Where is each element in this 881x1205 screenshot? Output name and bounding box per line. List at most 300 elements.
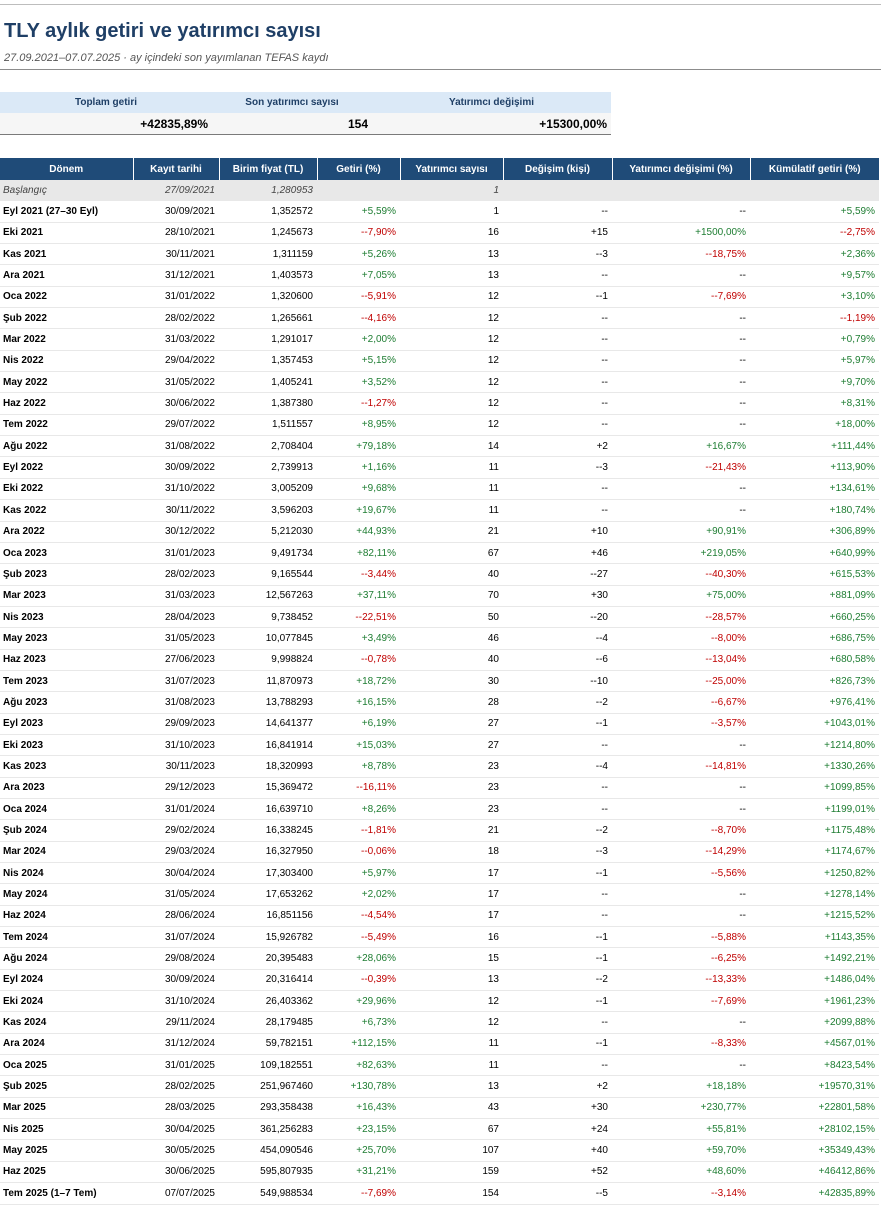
- cell-record-date: 27/09/2021: [133, 180, 219, 201]
- summary-header-total-return: Toplam getiri: [0, 92, 212, 113]
- table-row: [0, 308, 879, 329]
- cell-return: +23,15%: [317, 1119, 400, 1140]
- cell-record-date: 31/07/2024: [133, 927, 219, 948]
- cell-investor-count: 154: [400, 1183, 503, 1204]
- cell-investor-change-pct: --18,75%: [612, 244, 750, 265]
- cell-period: Başlangıç: [0, 180, 133, 201]
- table-row: [0, 286, 879, 307]
- cell-unit-price: 16,338245: [219, 820, 317, 841]
- cell-unit-price: 1,311159: [219, 244, 317, 265]
- cell-investor-count: 27: [400, 734, 503, 755]
- cell-investor-count: 12: [400, 414, 503, 435]
- cell-change-persons: +24: [503, 1119, 612, 1140]
- table-row: [0, 692, 879, 713]
- cell-period: Haz 2024: [0, 905, 133, 926]
- cell-investor-count: 18: [400, 841, 503, 862]
- cell-change-persons: --: [503, 1055, 612, 1076]
- cell-unit-price: 11,870973: [219, 670, 317, 691]
- cell-cumulative-return: +8,31%: [750, 393, 879, 414]
- cell-investor-count: 11: [400, 500, 503, 521]
- cell-return: +5,59%: [317, 201, 400, 222]
- cell-investor-count: 16: [400, 927, 503, 948]
- cell-change-persons: --6: [503, 649, 612, 670]
- cell-record-date: 28/02/2023: [133, 564, 219, 585]
- cell-change-persons: --1: [503, 713, 612, 734]
- cell-change-persons: --: [503, 884, 612, 905]
- cell-record-date: 31/01/2025: [133, 1055, 219, 1076]
- cell-change-persons: --3: [503, 457, 612, 478]
- cell-cumulative-return: +19570,31%: [750, 1076, 879, 1097]
- cell-period: Mar 2025: [0, 1097, 133, 1118]
- cell-cumulative-return: +1492,21%: [750, 948, 879, 969]
- cell-return: +1,16%: [317, 457, 400, 478]
- cell-investor-change-pct: --5,88%: [612, 927, 750, 948]
- table-row: [0, 991, 879, 1012]
- cell-investor-count: 70: [400, 585, 503, 606]
- cell-period: Nis 2025: [0, 1119, 133, 1140]
- cell-investor-count: 13: [400, 244, 503, 265]
- cell-change-persons: --1: [503, 286, 612, 307]
- summary-table: [0, 92, 611, 135]
- start-row: [0, 180, 879, 201]
- cell-investor-change-pct: --21,43%: [612, 457, 750, 478]
- cell-record-date: 30/09/2021: [133, 201, 219, 222]
- cell-change-persons: --: [503, 500, 612, 521]
- cell-change-persons: --: [503, 414, 612, 435]
- table-row: [0, 649, 879, 670]
- cell-record-date: 29/03/2024: [133, 841, 219, 862]
- cell-period: Ara 2024: [0, 1033, 133, 1054]
- cell-unit-price: 59,782151: [219, 1033, 317, 1054]
- cell-investor-count: 40: [400, 649, 503, 670]
- cell-investor-count: 12: [400, 372, 503, 393]
- cell-investor-count: 11: [400, 478, 503, 499]
- table-row: [0, 756, 879, 777]
- cell-unit-price: 16,327950: [219, 841, 317, 862]
- cell-period: Eki 2023: [0, 734, 133, 755]
- cell-change-persons: --: [503, 1012, 612, 1033]
- cell-cumulative-return: +881,09%: [750, 585, 879, 606]
- cell-investor-change-pct: --7,69%: [612, 286, 750, 307]
- cell-unit-price: 1,403573: [219, 265, 317, 286]
- cell-change-persons: --4: [503, 756, 612, 777]
- cell-change-persons: --: [503, 777, 612, 798]
- cell-return: --4,16%: [317, 308, 400, 329]
- cell-change-persons: --1: [503, 927, 612, 948]
- cell-unit-price: 28,179485: [219, 1012, 317, 1033]
- cell-period: Kas 2022: [0, 500, 133, 521]
- col-header-period: Dönem: [0, 158, 133, 180]
- cell-change-persons: +2: [503, 1076, 612, 1097]
- cell-period: Ağu 2024: [0, 948, 133, 969]
- cell-unit-price: 13,788293: [219, 692, 317, 713]
- cell-return: +82,63%: [317, 1055, 400, 1076]
- cell-record-date: 31/05/2023: [133, 628, 219, 649]
- cell-change-persons: +2: [503, 436, 612, 457]
- cell-unit-price: 5,212030: [219, 521, 317, 542]
- cell-investor-change-pct: +18,18%: [612, 1076, 750, 1097]
- table-row: [0, 777, 879, 798]
- cell-period: Mar 2022: [0, 329, 133, 350]
- cell-return: --0,06%: [317, 841, 400, 862]
- header-divider: [0, 69, 881, 70]
- cell-change-persons: --: [503, 308, 612, 329]
- cell-period: Eki 2022: [0, 478, 133, 499]
- cell-return: +25,70%: [317, 1140, 400, 1161]
- col-header-cumulative-return: Kümülatif getiri (%): [750, 158, 879, 180]
- cell-record-date: 29/12/2023: [133, 777, 219, 798]
- cell-record-date: 31/01/2023: [133, 542, 219, 563]
- table-row: [0, 350, 879, 371]
- cell-unit-price: 595,807935: [219, 1161, 317, 1182]
- cell-change-persons: --10: [503, 670, 612, 691]
- cell-unit-price: 17,303400: [219, 863, 317, 884]
- table-row: [0, 670, 879, 691]
- cell-return: --4,54%: [317, 905, 400, 926]
- cell-record-date: 31/01/2024: [133, 798, 219, 819]
- cell-investor-count: 12: [400, 350, 503, 371]
- cell-investor-count: 43: [400, 1097, 503, 1118]
- cell-record-date: 31/05/2022: [133, 372, 219, 393]
- cell-investor-count: 15: [400, 948, 503, 969]
- cell-period: Tem 2024: [0, 927, 133, 948]
- cell-record-date: 30/06/2025: [133, 1161, 219, 1182]
- page-subtitle: 27.09.2021–07.07.2025 · ay içindeki son yayımlanan TEFAS kaydı: [4, 52, 329, 64]
- cell-investor-change-pct: --6,67%: [612, 692, 750, 713]
- cell-record-date: 30/05/2025: [133, 1140, 219, 1161]
- cell-investor-count: 23: [400, 777, 503, 798]
- cell-return: +31,21%: [317, 1161, 400, 1182]
- cell-investor-change-pct: --: [612, 905, 750, 926]
- cell-cumulative-return: +1043,01%: [750, 713, 879, 734]
- cell-investor-change-pct: --40,30%: [612, 564, 750, 585]
- cell-change-persons: +30: [503, 585, 612, 606]
- cell-investor-count: 40: [400, 564, 503, 585]
- cell-change-persons: +46: [503, 542, 612, 563]
- cell-return: --22,51%: [317, 606, 400, 627]
- cell-record-date: 28/06/2024: [133, 905, 219, 926]
- col-header-return: Getiri (%): [317, 158, 400, 180]
- cell-cumulative-return: +660,25%: [750, 606, 879, 627]
- table-row: [0, 564, 879, 585]
- cell-cumulative-return: +18,00%: [750, 414, 879, 435]
- cell-investor-count: 12: [400, 1012, 503, 1033]
- cell-change-persons: --1: [503, 948, 612, 969]
- cell-period: Kas 2021: [0, 244, 133, 265]
- cell-cumulative-return: +113,90%: [750, 457, 879, 478]
- cell-investor-change-pct: [612, 180, 750, 201]
- cell-unit-price: 18,320993: [219, 756, 317, 777]
- cell-unit-price: 1,387380: [219, 393, 317, 414]
- cell-investor-count: 159: [400, 1161, 503, 1182]
- cell-change-persons: --: [503, 478, 612, 499]
- cell-investor-change-pct: --6,25%: [612, 948, 750, 969]
- cell-period: Eki 2024: [0, 991, 133, 1012]
- cell-return: +82,11%: [317, 542, 400, 563]
- cell-record-date: 29/09/2023: [133, 713, 219, 734]
- cell-cumulative-return: +5,97%: [750, 350, 879, 371]
- cell-investor-change-pct: +48,60%: [612, 1161, 750, 1182]
- cell-record-date: 31/10/2024: [133, 991, 219, 1012]
- cell-record-date: 31/03/2023: [133, 585, 219, 606]
- cell-investor-count: 13: [400, 969, 503, 990]
- cell-investor-change-pct: --28,57%: [612, 606, 750, 627]
- cell-return: +130,78%: [317, 1076, 400, 1097]
- cell-change-persons: --27: [503, 564, 612, 585]
- table-row: [0, 1140, 879, 1161]
- cell-cumulative-return: +28102,15%: [750, 1119, 879, 1140]
- cell-change-persons: --2: [503, 820, 612, 841]
- cell-record-date: 31/12/2024: [133, 1033, 219, 1054]
- cell-investor-change-pct: --: [612, 329, 750, 350]
- cell-investor-change-pct: --5,56%: [612, 863, 750, 884]
- cell-unit-price: 12,567263: [219, 585, 317, 606]
- cell-investor-change-pct: +219,05%: [612, 542, 750, 563]
- cell-investor-count: 23: [400, 756, 503, 777]
- cell-return: --1,27%: [317, 393, 400, 414]
- table-row: [0, 820, 879, 841]
- cell-investor-count: 46: [400, 628, 503, 649]
- table-row: [0, 585, 879, 606]
- cell-unit-price: 454,090546: [219, 1140, 317, 1161]
- cell-cumulative-return: +2099,88%: [750, 1012, 879, 1033]
- cell-return: +79,18%: [317, 436, 400, 457]
- cell-record-date: 31/07/2023: [133, 670, 219, 691]
- cell-change-persons: +40: [503, 1140, 612, 1161]
- cell-return: +112,15%: [317, 1033, 400, 1054]
- table-row: [0, 329, 879, 350]
- cell-unit-price: 26,403362: [219, 991, 317, 1012]
- cell-unit-price: 549,988534: [219, 1183, 317, 1204]
- cell-unit-price: 109,182551: [219, 1055, 317, 1076]
- cell-unit-price: 2,708404: [219, 436, 317, 457]
- cell-return: +5,26%: [317, 244, 400, 265]
- cell-period: Ara 2023: [0, 777, 133, 798]
- cell-investor-count: 13: [400, 1076, 503, 1097]
- cell-change-persons: --: [503, 905, 612, 926]
- cell-period: Kas 2023: [0, 756, 133, 777]
- cell-investor-change-pct: --: [612, 884, 750, 905]
- cell-unit-price: 1,291017: [219, 329, 317, 350]
- cell-investor-change-pct: --: [612, 350, 750, 371]
- cell-unit-price: 1,280953: [219, 180, 317, 201]
- table-row: [0, 798, 879, 819]
- cell-investor-count: 107: [400, 1140, 503, 1161]
- cell-cumulative-return: +1174,67%: [750, 841, 879, 862]
- cell-investor-change-pct: --3,14%: [612, 1183, 750, 1204]
- cell-investor-change-pct: --14,29%: [612, 841, 750, 862]
- col-header-investor-change-pct: Yatırımcı değişimi (%): [612, 158, 750, 180]
- cell-investor-change-pct: +90,91%: [612, 521, 750, 542]
- cell-record-date: 28/10/2021: [133, 222, 219, 243]
- cell-return: +8,95%: [317, 414, 400, 435]
- cell-record-date: 31/12/2021: [133, 265, 219, 286]
- cell-record-date: 29/11/2024: [133, 1012, 219, 1033]
- cell-change-persons: --: [503, 393, 612, 414]
- cell-unit-price: 3,596203: [219, 500, 317, 521]
- cell-investor-count: 17: [400, 863, 503, 884]
- cell-change-persons: --: [503, 734, 612, 755]
- cell-cumulative-return: +1215,52%: [750, 905, 879, 926]
- cell-cumulative-return: +1278,14%: [750, 884, 879, 905]
- cell-cumulative-return: +1330,26%: [750, 756, 879, 777]
- cell-record-date: 28/04/2023: [133, 606, 219, 627]
- cell-return: --7,69%: [317, 1183, 400, 1204]
- cell-cumulative-return: --2,75%: [750, 222, 879, 243]
- cell-change-persons: --1: [503, 863, 612, 884]
- cell-return: +2,00%: [317, 329, 400, 350]
- cell-record-date: 30/06/2022: [133, 393, 219, 414]
- col-header-change-persons: Değişim (kişi): [503, 158, 612, 180]
- table-row: [0, 969, 879, 990]
- cell-investor-change-pct: --8,00%: [612, 628, 750, 649]
- table-row: [0, 884, 879, 905]
- cell-record-date: 29/08/2024: [133, 948, 219, 969]
- cell-investor-count: 16: [400, 222, 503, 243]
- cell-return: +3,49%: [317, 628, 400, 649]
- cell-return: --7,90%: [317, 222, 400, 243]
- cell-period: Şub 2024: [0, 820, 133, 841]
- cell-return: --0,39%: [317, 969, 400, 990]
- summary-header-last-investors: Son yatırımcı sayısı: [212, 92, 372, 113]
- table-row: [0, 841, 879, 862]
- cell-cumulative-return: +1214,80%: [750, 734, 879, 755]
- cell-investor-count: 11: [400, 1033, 503, 1054]
- table-row: [0, 436, 879, 457]
- cell-period: Oca 2023: [0, 542, 133, 563]
- table-row: [0, 521, 879, 542]
- cell-period: Ara 2021: [0, 265, 133, 286]
- cell-cumulative-return: +1250,82%: [750, 863, 879, 884]
- cell-cumulative-return: +826,73%: [750, 670, 879, 691]
- cell-record-date: 30/09/2024: [133, 969, 219, 990]
- cell-record-date: 31/01/2022: [133, 286, 219, 307]
- cell-period: Şub 2023: [0, 564, 133, 585]
- cell-change-persons: --3: [503, 244, 612, 265]
- cell-cumulative-return: [750, 180, 879, 201]
- cell-cumulative-return: +2,36%: [750, 244, 879, 265]
- cell-record-date: 30/11/2022: [133, 500, 219, 521]
- cell-change-persons: --: [503, 265, 612, 286]
- cell-unit-price: 361,256283: [219, 1119, 317, 1140]
- cell-investor-count: 21: [400, 820, 503, 841]
- cell-investor-change-pct: --: [612, 478, 750, 499]
- cell-investor-change-pct: --: [612, 798, 750, 819]
- cell-unit-price: 1,245673: [219, 222, 317, 243]
- cell-period: Eyl 2024: [0, 969, 133, 990]
- cell-period: Ara 2022: [0, 521, 133, 542]
- cell-cumulative-return: +1199,01%: [750, 798, 879, 819]
- cell-period: Tem 2022: [0, 414, 133, 435]
- cell-change-persons: --1: [503, 991, 612, 1012]
- cell-return: +15,03%: [317, 734, 400, 755]
- col-header-record-date: Kayıt tarihi: [133, 158, 219, 180]
- cell-period: Mar 2023: [0, 585, 133, 606]
- table-row: [0, 1055, 879, 1076]
- cell-investor-change-pct: --8,70%: [612, 820, 750, 841]
- cell-unit-price: 15,926782: [219, 927, 317, 948]
- table-body: [0, 180, 879, 1204]
- cell-investor-count: 12: [400, 991, 503, 1012]
- cell-change-persons: +52: [503, 1161, 612, 1182]
- cell-investor-change-pct: +230,77%: [612, 1097, 750, 1118]
- cell-unit-price: 1,320600: [219, 286, 317, 307]
- cell-investor-change-pct: --: [612, 393, 750, 414]
- cell-change-persons: --: [503, 350, 612, 371]
- table-row: [0, 372, 879, 393]
- cell-cumulative-return: +3,10%: [750, 286, 879, 307]
- summary-header-row: [0, 92, 611, 113]
- cell-return: +3,52%: [317, 372, 400, 393]
- cell-cumulative-return: +180,74%: [750, 500, 879, 521]
- table-row: [0, 201, 879, 222]
- cell-investor-count: 12: [400, 308, 503, 329]
- cell-cumulative-return: +1175,48%: [750, 820, 879, 841]
- cell-investor-count: 27: [400, 713, 503, 734]
- cell-record-date: 27/06/2023: [133, 649, 219, 670]
- cell-investor-count: 12: [400, 286, 503, 307]
- table-row: [0, 734, 879, 755]
- cell-unit-price: 14,641377: [219, 713, 317, 734]
- table-row: [0, 1119, 879, 1140]
- cell-record-date: 29/07/2022: [133, 414, 219, 435]
- cell-cumulative-return: +306,89%: [750, 521, 879, 542]
- cell-investor-change-pct: --7,69%: [612, 991, 750, 1012]
- cell-investor-count: 21: [400, 521, 503, 542]
- table-row: [0, 265, 879, 286]
- cell-investor-count: 30: [400, 670, 503, 691]
- summary-investor-change: +15300,00%: [372, 113, 611, 135]
- cell-investor-count: 17: [400, 884, 503, 905]
- cell-period: Nis 2023: [0, 606, 133, 627]
- table-row: [0, 863, 879, 884]
- cell-cumulative-return: +1099,85%: [750, 777, 879, 798]
- cell-period: Eyl 2023: [0, 713, 133, 734]
- cell-return: [317, 180, 400, 201]
- cell-investor-count: 12: [400, 329, 503, 350]
- cell-change-persons: +30: [503, 1097, 612, 1118]
- cell-change-persons: --2: [503, 969, 612, 990]
- cell-unit-price: 3,005209: [219, 478, 317, 499]
- table-row: [0, 927, 879, 948]
- cell-cumulative-return: +1961,23%: [750, 991, 879, 1012]
- cell-record-date: 31/03/2022: [133, 329, 219, 350]
- cell-return: --16,11%: [317, 777, 400, 798]
- cell-record-date: 31/10/2023: [133, 734, 219, 755]
- cell-investor-count: 13: [400, 265, 503, 286]
- cell-record-date: 31/10/2022: [133, 478, 219, 499]
- cell-period: Mar 2024: [0, 841, 133, 862]
- cell-return: +29,96%: [317, 991, 400, 1012]
- cell-cumulative-return: +22801,58%: [750, 1097, 879, 1118]
- cell-period: Eyl 2021 (27–30 Eyl): [0, 201, 133, 222]
- cell-investor-count: 28: [400, 692, 503, 713]
- cell-unit-price: 10,077845: [219, 628, 317, 649]
- cell-investor-change-pct: +1500,00%: [612, 222, 750, 243]
- cell-investor-change-pct: --14,81%: [612, 756, 750, 777]
- table-header-row: [0, 158, 879, 180]
- cell-return: +6,19%: [317, 713, 400, 734]
- cell-period: May 2022: [0, 372, 133, 393]
- table-row: [0, 1033, 879, 1054]
- cell-period: Şub 2022: [0, 308, 133, 329]
- col-header-investor-count: Yatırımcı sayısı: [400, 158, 503, 180]
- cell-investor-change-pct: --: [612, 1012, 750, 1033]
- cell-change-persons: --: [503, 329, 612, 350]
- cell-investor-change-pct: --: [612, 372, 750, 393]
- table-row: [0, 1012, 879, 1033]
- cell-period: May 2023: [0, 628, 133, 649]
